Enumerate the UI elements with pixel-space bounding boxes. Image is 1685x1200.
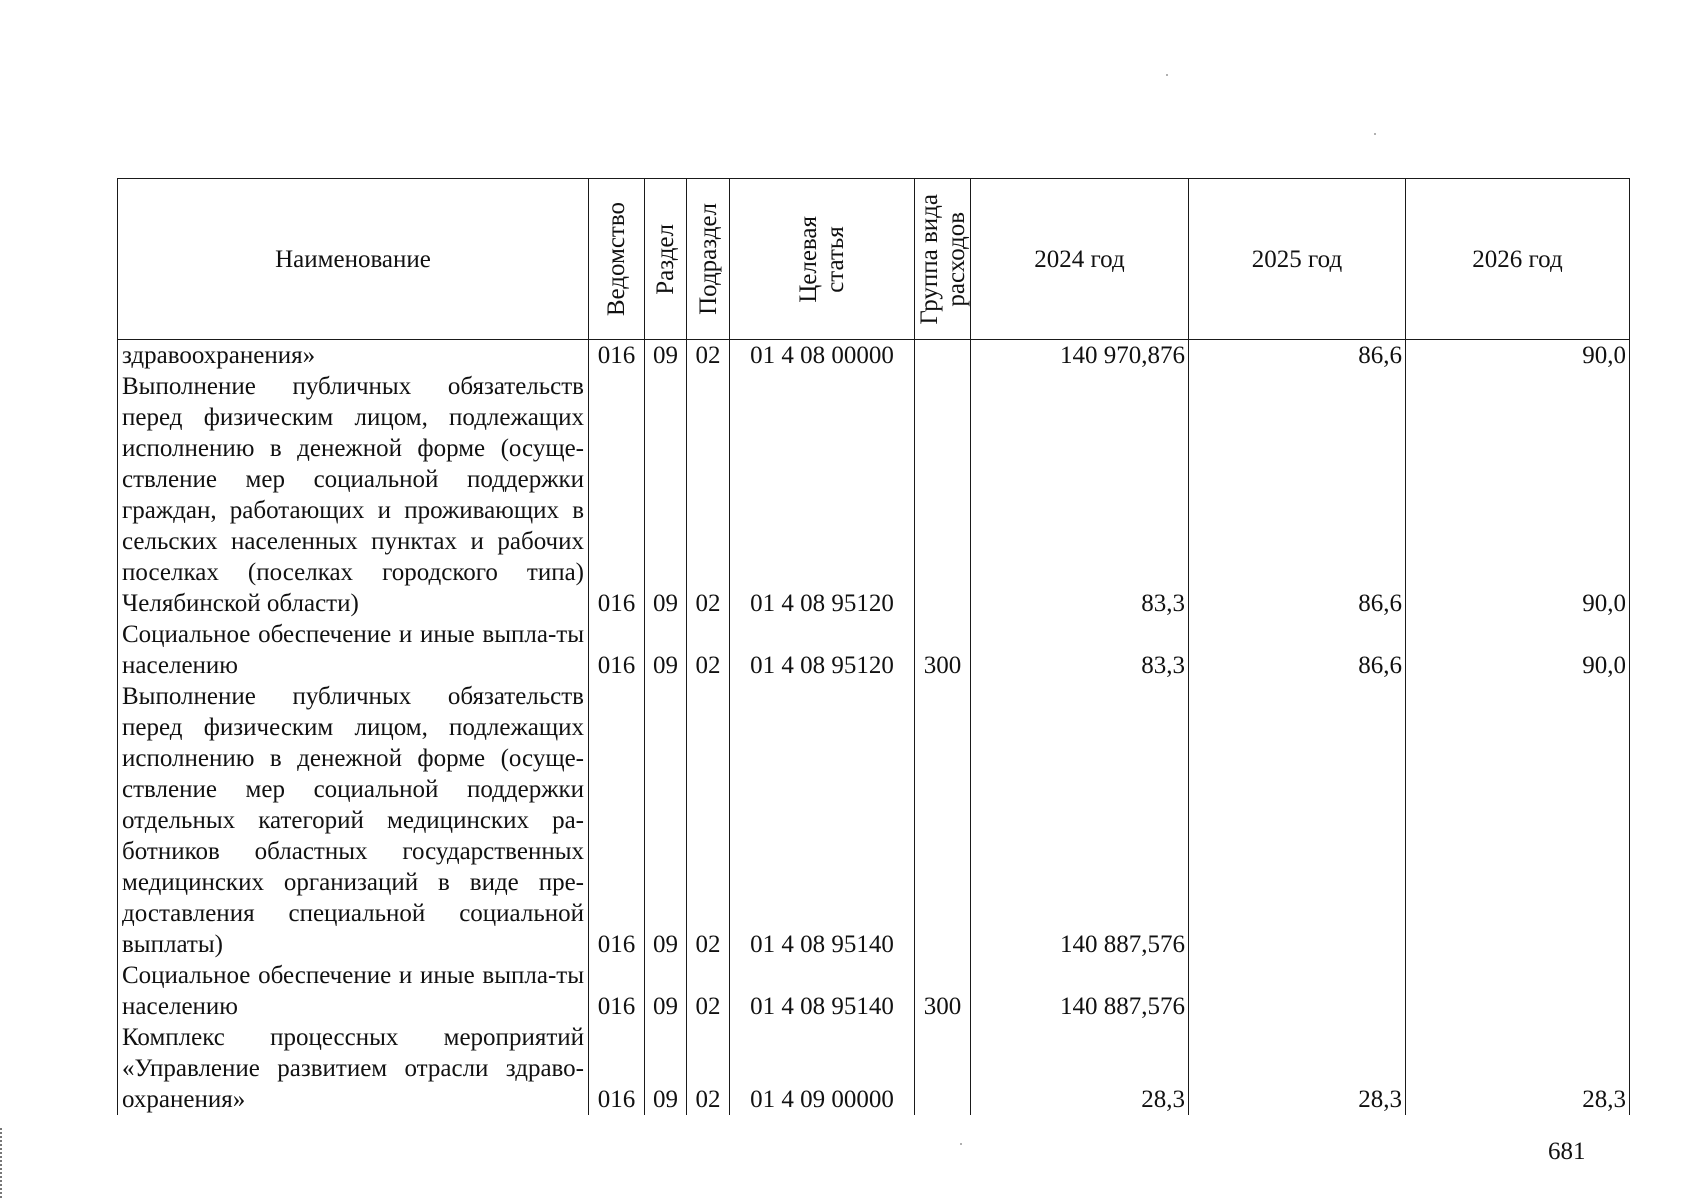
row-name: Социальное обеспечение и иные выпла-ты населению <box>118 960 589 1022</box>
header-podrazdel: Подраздел <box>687 179 730 340</box>
row-2026 <box>1406 681 1630 960</box>
row-razdel: 09 <box>645 1022 687 1115</box>
row-tselevaya-statya: 01 4 08 95140 <box>730 681 915 960</box>
row-podrazdel: 02 <box>687 960 730 1022</box>
row-2025 <box>1189 960 1406 1022</box>
row-gruppa <box>915 1022 971 1115</box>
header-2025: 2025 год <box>1189 179 1406 340</box>
row-vedomstvo: 016 <box>589 340 645 372</box>
row-podrazdel: 02 <box>687 681 730 960</box>
header-2026: 2026 год <box>1406 179 1630 340</box>
row-vedomstvo: 016 <box>589 1022 645 1115</box>
row-tselevaya-statya: 01 4 09 00000 <box>730 1022 915 1115</box>
row-podrazdel: 02 <box>687 340 730 372</box>
row-podrazdel: 02 <box>687 619 730 681</box>
row-tselevaya-statya: 01 4 08 95120 <box>730 619 915 681</box>
row-vedomstvo: 016 <box>589 960 645 1022</box>
header-name: Наименование <box>118 179 589 340</box>
table-row <box>118 681 1630 960</box>
row-2024: 83,3 <box>971 371 1189 619</box>
row-razdel: 09 <box>645 619 687 681</box>
header-tselevaya-statya: Целевая статья <box>730 179 915 340</box>
budget-table <box>117 178 1630 1115</box>
table-row <box>118 1022 1630 1115</box>
scan-speck <box>1374 133 1376 135</box>
row-tselevaya-statya: 01 4 08 00000 <box>730 340 915 372</box>
row-razdel: 09 <box>645 371 687 619</box>
row-2026: 28,3 <box>1406 1022 1630 1115</box>
row-podrazdel: 02 <box>687 1022 730 1115</box>
table-row <box>118 619 1630 681</box>
row-name: здравоохранения» <box>118 340 589 372</box>
row-2024: 140 887,576 <box>971 681 1189 960</box>
header-row <box>118 179 1630 340</box>
row-name: Комплекс процессных мероприятий «Управление развитием отрасли здраво-охранения» <box>118 1022 589 1115</box>
header-vedomstvo: Ведомство <box>589 179 645 340</box>
row-gruppa: 300 <box>915 960 971 1022</box>
row-2026: 90,0 <box>1406 340 1630 372</box>
row-2024: 83,3 <box>971 619 1189 681</box>
row-2026: 90,0 <box>1406 371 1630 619</box>
scan-speck <box>960 1143 962 1145</box>
row-razdel: 09 <box>645 681 687 960</box>
row-2025: 86,6 <box>1189 371 1406 619</box>
row-2025: 28,3 <box>1189 1022 1406 1115</box>
row-name: Выполнение публичных обязательств перед физическим лицом, подлежащих исполнению в денежной форме (осуще-ствление мер социальной поддержки граждан, работающих и проживающих в сельских населенных пунктах и рабочих поселках (поселках городского типа) Челябинской области) <box>118 371 589 619</box>
table-row <box>118 960 1630 1022</box>
row-podrazdel: 02 <box>687 371 730 619</box>
header-2024: 2024 год <box>971 179 1189 340</box>
row-2025: 86,6 <box>1189 619 1406 681</box>
page-number: 681 <box>1548 1138 1586 1165</box>
row-vedomstvo: 016 <box>589 371 645 619</box>
row-razdel: 09 <box>645 340 687 372</box>
row-tselevaya-statya: 01 4 08 95120 <box>730 371 915 619</box>
row-2024: 140 887,576 <box>971 960 1189 1022</box>
row-2024: 140 970,876 <box>971 340 1189 372</box>
table-row <box>118 371 1630 619</box>
row-name: Социальное обеспечение и иные выпла-ты населению <box>118 619 589 681</box>
row-razdel: 09 <box>645 960 687 1022</box>
header-gruppa-vida-rashodov: Группа вида расходов <box>915 179 971 340</box>
row-2025 <box>1189 681 1406 960</box>
header-razdel: Раздел <box>645 179 687 340</box>
row-gruppa <box>915 371 971 619</box>
scan-edge-marks <box>0 1128 5 1198</box>
row-gruppa <box>915 681 971 960</box>
table-row <box>118 340 1630 372</box>
row-name: Выполнение публичных обязательств перед физическим лицом, подлежащих исполнению в денежной форме (осуще-ствление мер социальной поддержки отдельных категорий медицинских ра-ботников областных государственных медицинских организаций в виде пре-доставления специальной социальной выплаты) <box>118 681 589 960</box>
row-vedomstvo: 016 <box>589 619 645 681</box>
row-gruppa <box>915 340 971 372</box>
scan-speck <box>1166 74 1168 76</box>
row-tselevaya-statya: 01 4 08 95140 <box>730 960 915 1022</box>
row-2024: 28,3 <box>971 1022 1189 1115</box>
row-2026 <box>1406 960 1630 1022</box>
row-gruppa: 300 <box>915 619 971 681</box>
row-2026: 90,0 <box>1406 619 1630 681</box>
row-vedomstvo: 016 <box>589 681 645 960</box>
row-2025: 86,6 <box>1189 340 1406 372</box>
